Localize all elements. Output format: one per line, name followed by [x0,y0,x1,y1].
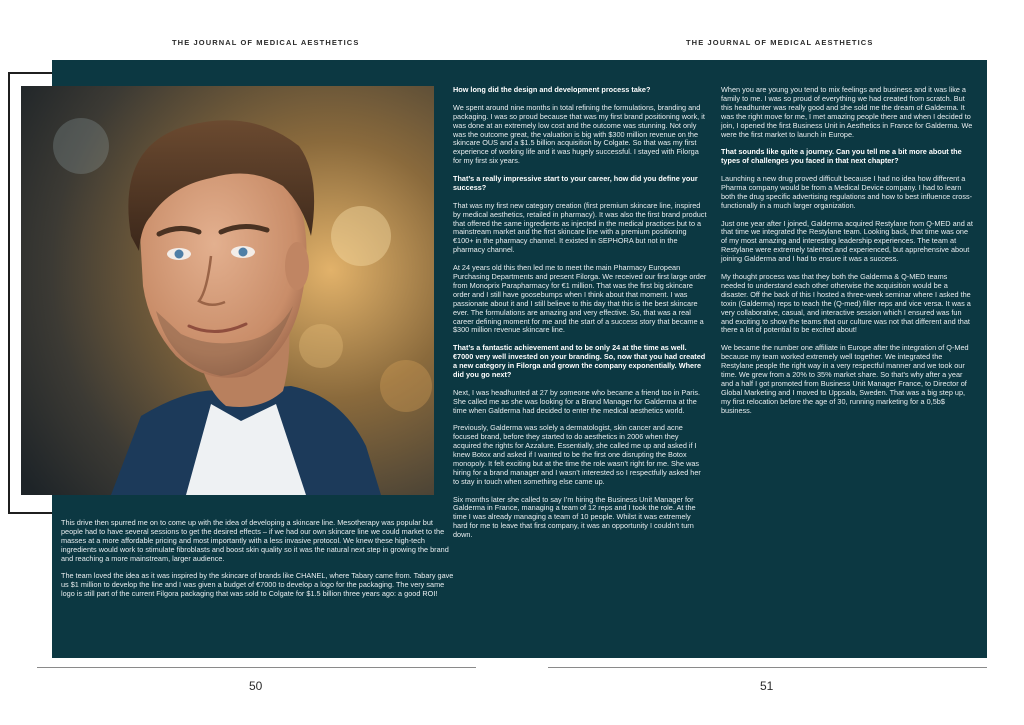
journal-header-right: THE JOURNAL OF MEDICAL AESTHETICS [686,38,874,47]
paragraph: The team loved the idea as it was inspired by the skincare of brands like CHANEL, where Tabary came from. Tabary gave us $1 million to develop the line and I was given a budget of €7000 to develop a logo for the packaging. The very same logo is still part of the current Filgora packaging that was sold to Colgate for $1.5 billion three years ago: a good ROI! [61,571,454,599]
page-number-left: 50 [249,679,263,693]
paragraph: When you are young you tend to mix feelings and business and it was like a family to me. I was so proud of everything we had created from scratch. But this headhunter was really good and she sold me the dream of Galderma. It was the right move for me, I met amazing people there and when I decided to join, I opened the first Business Unit in Aesthetics in France for Galderma. We were the first market to launch in Europe. [721,85,973,139]
article-column-middle [453,86,707,549]
paragraph: Next, I was headhunted at 27 by someone who became a friend too in Paris. She called me as she was looking for a Brand Manager for Galderma at the time when Galderma had decided to enter the medical aesthetics world. [453,387,701,415]
paragraph: This drive then spurred me on to come up with the idea of developing a skincare line. Mesotherapy was popular but people had to have several sessions to get the desired effects – if we had our own skincare line we could market to the masses at a more affordable pricing and most importantly with a less invasive protocol. We knew these high-tech ingredients would work to stimulate fibroblasts and boost skin quality so it was the natural next step in growing the brand and reaching a more mainstream, larger audience. [61,518,449,563]
paragraph: Launching a new drug proved difficult because I had no idea how different a Pharma company would be from a Medical Device company. I had to learn both the drug specific advertising regulations and how to best influence cross-functionally in a much larger organization. [721,174,973,210]
paragraph: My thought process was that they both the Galderma & Q-MED teams needed to understand each other otherwise the acquisition would be a disaster. Off the back of this I hosted a three-week seminar where I asked the toxin (Galderma) reps to teach the (Q-med) filler reps and vice versa. It was a very collaborative, casual, and interactive session which I ensured was fun and exciting to show the teams that our culture was not that different and that there a lot of potential to be excited about! [721,271,971,335]
page-number-right: 51 [760,679,774,693]
article-column-right [721,86,973,424]
portrait-photo [21,86,434,495]
journal-header-left: THE JOURNAL OF MEDICAL AESTHETICS [172,38,360,47]
paragraph: We became the number one affiliate in Europe after the integration of Q-Med because my team worked extremely well together. We integrated the Restylane people the right way in a very respectful manner and we took our time. We grew from a 20% to 35% market share. So that’s why after a year and a half I got promoted from Business Unit Manager France, to Director of Global Marketing and I moved to Uppsala, Sweden. That was a big step up, my first relocation before the age of 30, running marketing for a 0,5b$ business. [721,343,969,415]
paragraph: Previously, Galderma was solely a dermatologist, skin cancer and acne focused brand, before they started to do aesthetics in 2006 when they acquired the rights for Azzalure. Essentially, she called me up and asked if I knew Botox and asked if I wanted to be the first one disrupting the Botox monopoly. It felt exciting but at the time the role wasn’t right for me. She was hiring for a brand manager and I wasn’t interested so I respectfully asked her to stay in touch when something else came up. [453,423,701,486]
paragraph: Just one year after I joined, Galderma acquired Restylane from Q-MED and at that time we integrated the Restylane team. Looking back, that time was one of my most amazing and interesting leadership experiences. The team at Restylane were extremely talented and experienced, but apprehensive about joining Galderma and I had to ensure it was a success. [721,218,973,264]
interview-question: That’s a really impressive start to your career, how did you define your success? [453,174,698,192]
interview-question: How long did the design and development process take? [453,85,651,94]
paragraph: Six months later she called to say I’m hiring the Business Unit Manager for Galderma in France, managing a team of 12 reps and I took the role. At the time I was already managing a team of 10 people. Whilst it was extremely hard for me to leave that first company, it was an opportunity I couldn’t turn down. [453,494,696,540]
interview-question: That’s a fantastic achievement and to be only 24 at the time as well. €7000 very well invested on your branding. So, now that you had created a new category in Filorga and grown the company exponentially. Where did you go next? [453,343,706,379]
footer-divider-right [548,667,987,668]
interview-question: That sounds like quite a journey. Can you tell me a bit more about the types of challenges you faced in that next chapter? [721,147,962,166]
paragraph: At 24 years old this then led me to meet the main Pharmacy European Purchasing Departments and present Filorga. We received our first large order from Monoprix Parapharmacy for €1 million. That was the first big skincare order and I still have goosebumps when I think about that moment. I was passionate about it and I still believe to this day that this is the best skincare ever. The formulations are amazing and very effective. So, that was a real career defining moment for me and the start of a success story that became a $300 million revenue skincare line. [453,263,707,335]
footer-divider-left [37,667,476,668]
paragraph: That was my first new category creation (first premium skincare line, inspired by medical aesthetics, retailed in pharmacy). It was also the first brand product that offered the same ingredients as injected in the medical practices but to a mainstream market and the first skincare line with a premium positioning €100+ in the pharmacy channel. It existed in SEPHORA but not in the pharmacy channel. [453,200,707,255]
article-column-left-page [61,519,456,608]
paragraph: We spent around nine months in total refining the formulations, branding and packaging. I was so proud because that was my first brand positioning work, it was done at an extremely low cost and the outcome was stunning. Not only was the outcome great, the valuation is big with $300 million revenue on the skincare OUS and a $1.5 billion acquisition by Colgate. So that was my first experience of working life and it was hugely successful. I stayed with Filorga for my first six years. [453,102,705,166]
